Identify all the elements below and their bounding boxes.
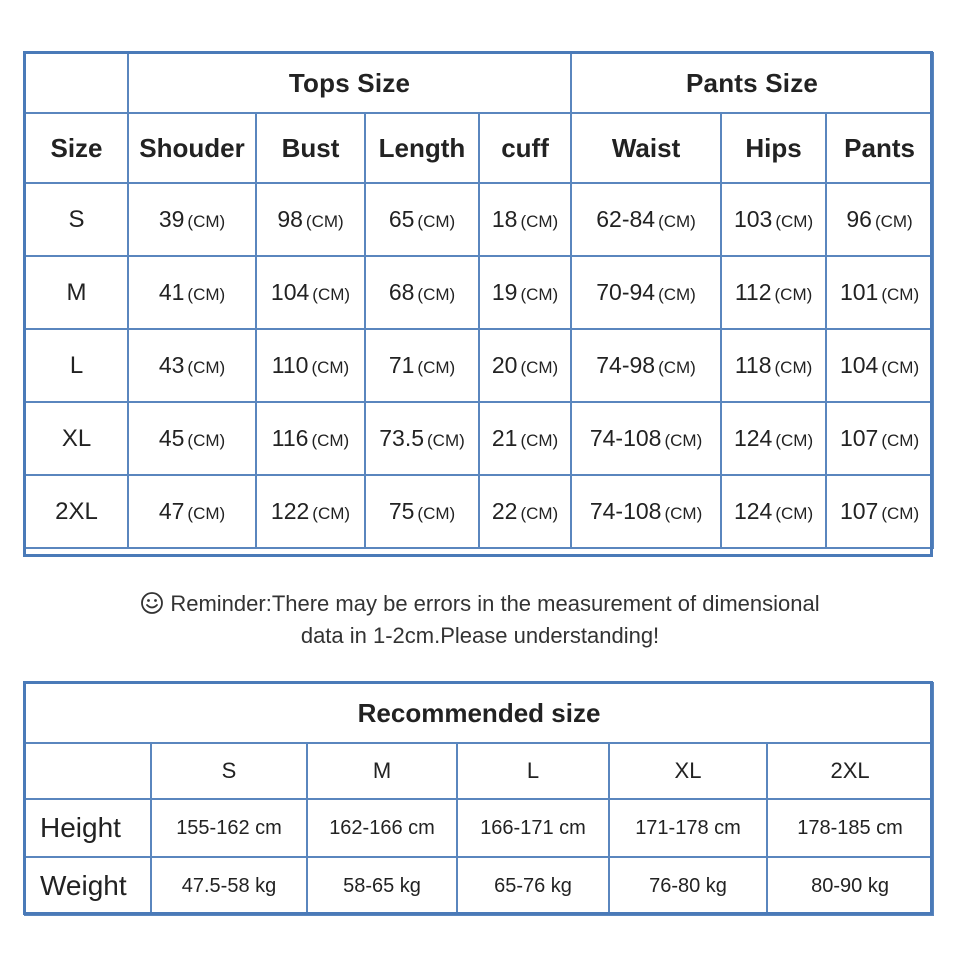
- hips-cell: [721, 256, 826, 329]
- unit-label: (CM): [305, 212, 344, 231]
- unit-label: (CM): [417, 358, 456, 377]
- bust-cell: [256, 183, 365, 256]
- unit-label: (CM): [187, 431, 226, 450]
- unit-label: (CM): [520, 431, 559, 450]
- pants-cell: [826, 256, 933, 329]
- hips-cell: [721, 475, 826, 548]
- unit-label: (CM): [427, 431, 465, 450]
- shoulder-cell: [128, 475, 256, 548]
- cuff-value: 21: [491, 425, 518, 451]
- unit-label: (CM): [775, 212, 814, 231]
- unit-label: (CM): [881, 504, 920, 523]
- hips-value: 118: [734, 352, 772, 378]
- unit-label: (CM): [311, 358, 350, 377]
- size-row: [25, 256, 933, 329]
- size-label: 2XL: [25, 475, 128, 548]
- weight-label: Weight: [25, 857, 151, 915]
- bust-cell: [256, 256, 365, 329]
- unit-label: (CM): [417, 212, 456, 231]
- shoulder-value: 41: [158, 279, 185, 305]
- pants-size-title: Pants Size: [571, 53, 933, 113]
- size-label: XL: [25, 402, 128, 475]
- height-value-m: 162-166 cm: [307, 799, 457, 857]
- length-cell: [365, 402, 479, 475]
- length-cell: [365, 183, 479, 256]
- recommended-size-row: [25, 743, 933, 799]
- unit-label: (CM): [881, 431, 920, 450]
- header-length: Length: [365, 113, 479, 183]
- unit-label: (CM): [658, 212, 696, 231]
- bust-value: 116: [271, 425, 309, 451]
- hips-cell: [721, 183, 826, 256]
- pants-cell: [826, 475, 933, 548]
- length-value: 75: [388, 498, 415, 524]
- recommended-title-row: [25, 683, 933, 743]
- unit-label: (CM): [774, 358, 813, 377]
- recommended-size-s: S: [151, 743, 307, 799]
- height-label: Height: [25, 799, 151, 857]
- weight-value-xl: 76-80 kg: [609, 857, 767, 915]
- unit-label: (CM): [311, 431, 350, 450]
- size-chart-body: [25, 183, 933, 548]
- length-value: 71: [388, 352, 415, 378]
- unit-label: (CM): [417, 504, 456, 523]
- pants-cell: [826, 402, 933, 475]
- shoulder-cell: [128, 402, 256, 475]
- reminder-line-1: [40, 588, 920, 620]
- shoulder-value: 47: [158, 498, 185, 524]
- pants-value: 107: [839, 425, 879, 451]
- recommended-size-m: M: [307, 743, 457, 799]
- length-value: 73.5: [379, 425, 424, 451]
- bust-cell: [256, 475, 365, 548]
- hips-value: 124: [733, 425, 773, 451]
- bust-value: 122: [270, 498, 310, 524]
- recommended-size-xl: XL: [609, 743, 767, 799]
- bust-value: 98: [277, 206, 303, 232]
- bust-value: 104: [270, 279, 310, 305]
- unit-label: (CM): [417, 285, 456, 304]
- height-value-xl: 171-178 cm: [609, 799, 767, 857]
- pants-cell: [826, 329, 933, 402]
- bust-value: 110: [271, 352, 309, 378]
- cuff-value: 18: [491, 206, 518, 232]
- shoulder-cell: [128, 256, 256, 329]
- shoulder-cell: [128, 183, 256, 256]
- header-waist: Waist: [571, 113, 721, 183]
- recommended-height-row: [25, 799, 933, 857]
- tops-size-title: Tops Size: [128, 53, 571, 113]
- recommended-weight-row: [25, 857, 933, 915]
- recommended-size-table: [24, 682, 934, 916]
- cuff-cell: [479, 329, 571, 402]
- smile-icon: [140, 591, 164, 615]
- hips-cell: [721, 402, 826, 475]
- shoulder-value: 43: [158, 352, 185, 378]
- size-row: [25, 402, 933, 475]
- cuff-cell: [479, 402, 571, 475]
- unit-label: (CM): [187, 285, 226, 304]
- size-label: S: [25, 183, 128, 256]
- unit-label: (CM): [187, 212, 226, 231]
- length-cell: [365, 256, 479, 329]
- corner-cell: [25, 53, 128, 113]
- cuff-value: 22: [491, 498, 518, 524]
- waist-cell: [571, 402, 721, 475]
- reminder-text-1: Reminder:There may be errors in the measurement of dimensional: [170, 591, 820, 616]
- header-hips: Hips: [721, 113, 826, 183]
- header-cuff: cuff: [479, 113, 571, 183]
- weight-value-s: 47.5-58 kg: [151, 857, 307, 915]
- unit-label: (CM): [664, 504, 703, 523]
- waist-value: 74-108: [589, 498, 662, 524]
- hips-value: 103: [733, 206, 773, 232]
- pants-value: 107: [839, 498, 879, 524]
- waist-value: 70-94: [596, 279, 656, 305]
- unit-label: (CM): [664, 431, 703, 450]
- unit-label: (CM): [881, 285, 920, 304]
- unit-label: (CM): [520, 285, 559, 304]
- pants-value: 101: [839, 279, 879, 305]
- unit-label: (CM): [874, 212, 913, 231]
- unit-label: (CM): [187, 504, 226, 523]
- weight-value-2xl: 80-90 kg: [767, 857, 933, 915]
- recommended-corner-cell: [25, 743, 151, 799]
- size-chart-table: [24, 52, 934, 549]
- waist-cell: [571, 256, 721, 329]
- recommended-title: Recommended size: [25, 683, 933, 743]
- cuff-cell: [479, 475, 571, 548]
- unit-label: (CM): [312, 504, 351, 523]
- cuff-value: 20: [491, 352, 518, 378]
- unit-label: (CM): [658, 358, 696, 377]
- unit-label: (CM): [775, 504, 814, 523]
- size-label: L: [25, 329, 128, 402]
- shoulder-cell: [128, 329, 256, 402]
- recommended-size-l: L: [457, 743, 609, 799]
- header-size: Size: [25, 113, 128, 183]
- bust-cell: [256, 402, 365, 475]
- shoulder-value: 39: [158, 206, 185, 232]
- reminder-line-2: data in 1-2cm.Please understanding!: [300, 623, 660, 648]
- size-chart-group-row: [25, 53, 933, 113]
- reminder-note: [40, 588, 920, 652]
- height-value-l: 166-171 cm: [457, 799, 609, 857]
- waist-cell: [571, 475, 721, 548]
- pants-cell: [826, 183, 933, 256]
- unit-label: (CM): [775, 431, 814, 450]
- pants-value: 96: [846, 206, 872, 232]
- size-row: [25, 329, 933, 402]
- shoulder-value: 45: [158, 425, 185, 451]
- size-row: [25, 475, 933, 548]
- header-shoulder: Shouder: [128, 113, 256, 183]
- waist-cell: [571, 183, 721, 256]
- unit-label: (CM): [881, 358, 920, 377]
- hips-value: 112: [734, 279, 772, 305]
- unit-label: (CM): [658, 285, 696, 304]
- header-bust: Bust: [256, 113, 365, 183]
- weight-value-m: 58-65 kg: [307, 857, 457, 915]
- pants-value: 104: [839, 352, 879, 378]
- length-cell: [365, 329, 479, 402]
- length-value: 65: [388, 206, 415, 232]
- waist-value: 74-108: [589, 425, 662, 451]
- unit-label: (CM): [312, 285, 351, 304]
- size-label: M: [25, 256, 128, 329]
- length-value: 68: [388, 279, 415, 305]
- recommended-size-2xl: 2XL: [767, 743, 933, 799]
- height-value-2xl: 178-185 cm: [767, 799, 933, 857]
- size-chart-header-row: [25, 113, 933, 183]
- bust-cell: [256, 329, 365, 402]
- waist-value: 74-98: [596, 352, 656, 378]
- hips-value: 124: [733, 498, 773, 524]
- cuff-value: 19: [491, 279, 518, 305]
- unit-label: (CM): [187, 358, 226, 377]
- header-pants: Pants: [826, 113, 933, 183]
- cuff-cell: [479, 183, 571, 256]
- length-cell: [365, 475, 479, 548]
- cuff-cell: [479, 256, 571, 329]
- unit-label: (CM): [520, 212, 559, 231]
- waist-value: 62-84: [596, 206, 656, 232]
- height-value-s: 155-162 cm: [151, 799, 307, 857]
- unit-label: (CM): [774, 285, 813, 304]
- waist-cell: [571, 329, 721, 402]
- size-row: [25, 183, 933, 256]
- unit-label: (CM): [520, 504, 559, 523]
- weight-value-l: 65-76 kg: [457, 857, 609, 915]
- hips-cell: [721, 329, 826, 402]
- unit-label: (CM): [520, 358, 559, 377]
